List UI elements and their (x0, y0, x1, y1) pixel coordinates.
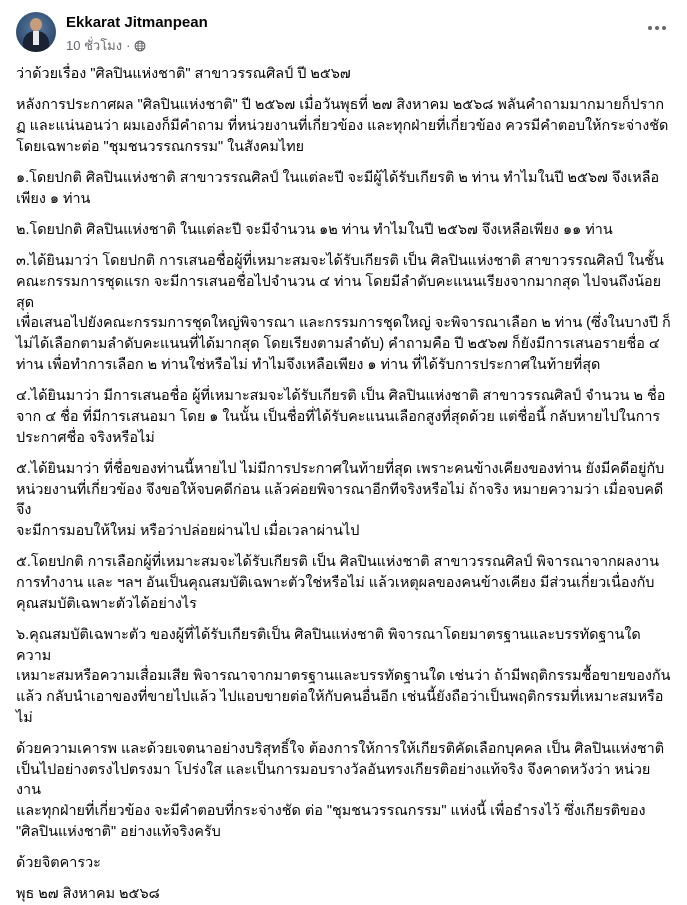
author-avatar[interactable] (16, 12, 56, 52)
post-signoff: ด้วยจิตคารวะ (16, 855, 101, 872)
post-paragraph: ด้วยความเคารพ และด้วยเจตนาอย่างบริสุทธิ์ใจ ต้องการให้การให้เกียรติคัดเลือกบุคคล เป็น ศิลปินแห่งชาติ เป็นไปอย่างตรงไปตรงมา โปร่งใส และเป็นการมอบรางวัลอันทรงเกียรติอย่างแท้จริง จึงคาดหวังว่า หน่วยงาน และทุกฝ่ายที่เกี่ยวข้อง จะมีคำตอบที่กระจ่างชัด ต่อ "ชุมชนวรรณกรรม" แห่งนี้ เพื่อธำรงไว้ ซึ่งเกียรติของ "ศิลปินแห่งชาติ" อย่างแท้จริงครับ (16, 741, 665, 840)
post-date: พุธ ๒๗ สิงหาคม ๒๕๖๘ (16, 886, 160, 903)
post-paragraph: ๓.ได้ยินมาว่า โดยปกติ การเสนอชื่อผู้ที่เหมาะสมจะได้รับเกียรติ เป็น ศิลปินแห่งชาติ สาขาวรรณศิลป์ ในชั้น คณะกรรมการชุดแรก จะมีการเสนอชื่อไปจำนวน ๔ ท่าน โดยมีลำดับคะแนนเรียงจากมากสุด ไปจนถึงน้อยสุด เพื่อเสนอไปยังคณะกรรมการชุดใหญ่พิจารณา และกรรมการชุดใหญ่ จะพิจารณาเลือก ๒ ท่าน (ซึ่งในบางปี ก็ ไม่ได้เลือกตามลำดับคะแนนที่ได้มากสุด โดยเรียงตามลำดับ) คำถามคือ ปี ๒๕๖๗ ก็ยังมีการเสนอรายชื่อ ๔ ท่าน เพื่อทำการเลือก ๒ ท่านใช่หรือไม่ ทำไมจึงเหลือเพียง ๑ ท่าน ที่ได้รับการประกาศในท้ายที่สุด (16, 253, 671, 373)
meta-separator: · (126, 38, 131, 53)
post-paragraph: ๑.โดยปกติ ศิลปินแห่งชาติ สาขาวรรณศิลป์ ในแต่ละปี จะมีผู้ได้รับเกียรติ ๒ ท่าน ทำไมในปี ๒๕๖๗ จึงเหลือ เพียง ๑ ท่าน (16, 170, 660, 207)
post-time[interactable]: 10 ชั่วโมง (66, 38, 123, 53)
post-paragraph: หลังการประกาศผล "ศิลปินแห่งชาติ" ปี ๒๕๖๗ เมื่อวันพุธที่ ๒๗ สิงหาคม ๒๕๖๘ พลันคำถามมากมายก็ปราก ฏ และแน่นอนว่า ผมเองก็มีคำถาม ที่หน่วยงานที่เกี่ยวข้อง และทุกฝ่ายที่เกี่ยวข้อง ควรมีคำตอบให้กระจ่างชัด โดยเฉพาะต่อ "ชุมชนวรรณกรรม" ในสังคมไทย (16, 97, 669, 155)
more-options-icon[interactable] (643, 18, 671, 38)
globe-icon[interactable] (134, 40, 146, 52)
post-meta (66, 35, 146, 56)
author-name[interactable]: Ekkarat Jitmanpean (66, 14, 208, 31)
post-content (16, 64, 671, 905)
post-paragraph: ๕.โดยปกติ การเลือกผู้ที่เหมาะสมจะได้รับเกียรติ เป็น ศิลปินแห่งชาติ สาขาวรรณศิลป์ พิจารณาจากผลงาน การทำงาน และ ฯลฯ อันเป็นคุณสมบัติเฉพาะตัวใช่หรือไม่ แล้วเหตุผลของคนข้างเคียง มีส่วนเกี่ยวเนื่องกับ คุณสมบัติเฉพาะตัวได้อย่างไร (16, 554, 659, 612)
post-paragraph: ๔.ได้ยินมาว่า มีการเสนอชื่อ ผู้ที่เหมาะสมจะได้รับเกียรติ เป็น ศิลปินแห่งชาติ สาขาวรรณศิลป์ จำนวน ๒ ชื่อ จาก ๔ ชื่อ ที่มีการเสนอมา โดย ๑ ในนั้น เป็นชื่อที่ได้รับคะแนนเลือกสูงที่สุดด้วย แต่ชื่อนี้ กลับหายไปในการ ประกาศชื่อ จริงหรือไม่ (16, 388, 666, 446)
post-paragraph: ว่าด้วยเรื่อง "ศิลปินแห่งชาติ" สาขาวรรณศิลป์ ปี ๒๕๖๗ (16, 66, 351, 82)
post-paragraph: ๒.โดยปกติ ศิลปินแห่งชาติ ในแต่ละปี จะมีจำนวน ๑๒ ท่าน ทำไมในปี ๒๕๖๗ จึงเหลือเพียง ๑๑ ท่าน (16, 222, 613, 238)
post-header (16, 12, 671, 56)
post-paragraph: ๕.ได้ยินมาว่า ที่ชื่อของท่านนี้หายไป ไม่มีการประกาศในท้ายที่สุด เพราะคนข้างเคียงของท่าน ยังมีคดีอยู่กับ หน่วยงานที่เกี่ยวข้อง จึงขอให้จบคดีก่อน แล้วค่อยพิจารณาอีกทีจริงหรือไม่ ถ้าจริง หมายความว่า เมื่อจบคดีจึง จะมีการมอบให้ใหม่ หรือว่าปล่อยผ่านไป เมื่อเวลาผ่านไป (16, 460, 665, 539)
post-paragraph: ๖.คุณสมบัติเฉพาะตัว ของผู้ที่ได้รับเกียรติเป็น ศิลปินแห่งชาติ พิจารณาโดยมาตรฐานและบรรทัดฐานใด ความ เหมาะสมหรือความเสื่อมเสีย พิจารณาจากมาตรฐานและบรรทัดฐานใด เช่นว่า ถ้ามีพฤติกรรมซื้อขายของกัน แล้ว กลับนำเอาของที่ขายไปแล้ว ไปแอบขายต่อให้กับคนอื่นอีก เช่นนี้ยังถือว่าเป็นพฤติกรรมที่เหมาะสมหรือ ไม่ (16, 626, 671, 726)
